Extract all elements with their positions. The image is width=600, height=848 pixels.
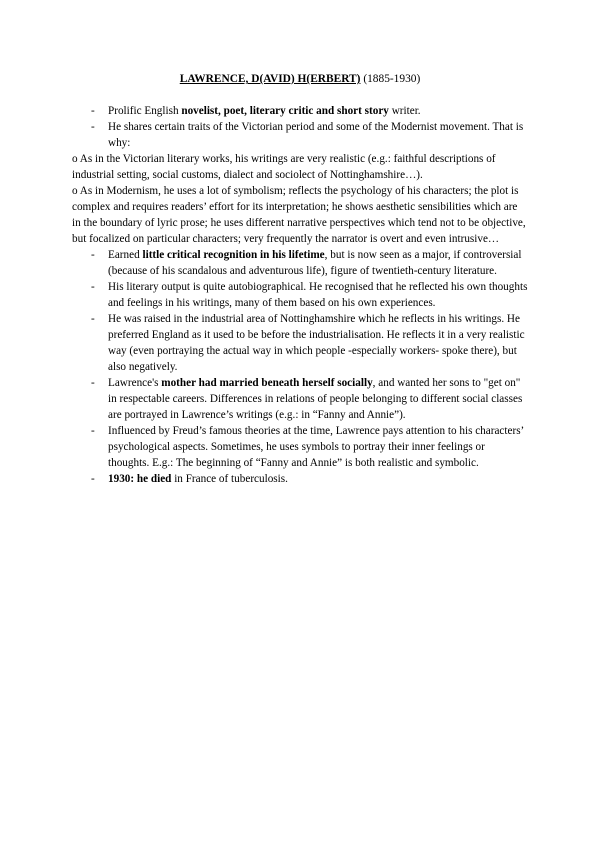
item-text: Influenced by Freud’s famous theories at the time, Lawrence pays attention to his characters’ psychological aspects. Sometimes, he uses symbols to portray their inner feelings or thoughts. E.g.: The beginning of “Fanny and Annie” is both realistic and symbolic.	[108, 425, 524, 469]
dash-bullet-marker: -	[91, 425, 95, 437]
item-text: , but is now seen as a major, if controversial (because of his scandalous and adventurous life), figure of twentieth-century literature.	[108, 249, 522, 277]
item-text: As in Modernism, he uses a lot of symbolism; reflects the psychology of his characters; the plot is complex and requires readers’ effort for its interpretation; he shows aesthetic sensibilities which are in the boundary of lyric prose; he uses different narrative perspectives which tend not to be objective, but focalized on particular characters; very frequently the narrator is overt and even intrusive…	[72, 185, 526, 245]
emphasis-text: 1930: he died	[108, 473, 172, 485]
dash-bullet-marker: -	[91, 121, 95, 133]
circle-bullet-marker: o	[72, 153, 78, 165]
dash-bullet-marker: -	[91, 281, 95, 293]
bullet-point	[0, 311, 600, 375]
notes-list	[0, 103, 600, 487]
item-text: Lawrence's	[108, 377, 162, 389]
bullet-point	[0, 119, 600, 151]
emphasis-text: little critical recognition in his lifetime	[142, 249, 325, 261]
bullet-point	[0, 423, 600, 471]
dash-bullet-marker: -	[91, 473, 95, 485]
item-text: , and wanted her sons to "get on" in respectable careers. Differences in relations of people belonging to different social classes are portrayed in Lawrence’s writings (e.g.: in “Fanny and Annie”).	[108, 377, 523, 421]
bullet-point	[0, 103, 600, 119]
bullet-point	[0, 247, 600, 279]
item-text: Earned	[108, 249, 143, 261]
item-text: He was raised in the industrial area of Nottinghamshire which he reflects in his writings. He preferred England as it used to be before the industrialisation. He reflects it in a very realistic way (even portraying the actual way in which people -especially workers- spoke there), but also negatively.	[108, 313, 525, 373]
title-name: LAWRENCE, D(AVID) H(ERBERT)	[179, 73, 361, 85]
item-text: writer.	[388, 105, 421, 117]
item-text: Prolific English	[108, 105, 182, 117]
item-text: His literary output is quite autobiographical. He recognised that he reflected his own thoughts and feelings in his writings, many of them based on his own experiences.	[108, 281, 528, 309]
bullet-point	[0, 471, 600, 487]
item-text: As in the Victorian literary works, his writings are very realistic (e.g.: faithful descriptions of industrial setting, social customs, dialect and sociolect of Nottinghamshire…).	[72, 153, 496, 181]
item-text: in France of tuberculosis.	[171, 473, 288, 485]
emphasis-text: novelist, poet, literary critic and short story	[181, 105, 389, 117]
sub-point	[0, 183, 600, 247]
circle-bullet-marker: o	[72, 185, 78, 197]
bullet-point	[0, 279, 600, 311]
sub-point	[0, 151, 600, 183]
dash-bullet-marker: -	[91, 313, 95, 325]
bullet-point	[0, 375, 600, 423]
emphasis-text: mother had married beneath herself socially	[161, 377, 373, 389]
page-title	[0, 71, 600, 87]
dash-bullet-marker: -	[91, 377, 95, 389]
title-dates: (1885-1930)	[363, 73, 421, 85]
item-text: He shares certain traits of the Victorian period and some of the Modernist movement. That is why:	[108, 121, 524, 149]
dash-bullet-marker: -	[91, 249, 95, 261]
dash-bullet-marker: -	[91, 105, 95, 117]
